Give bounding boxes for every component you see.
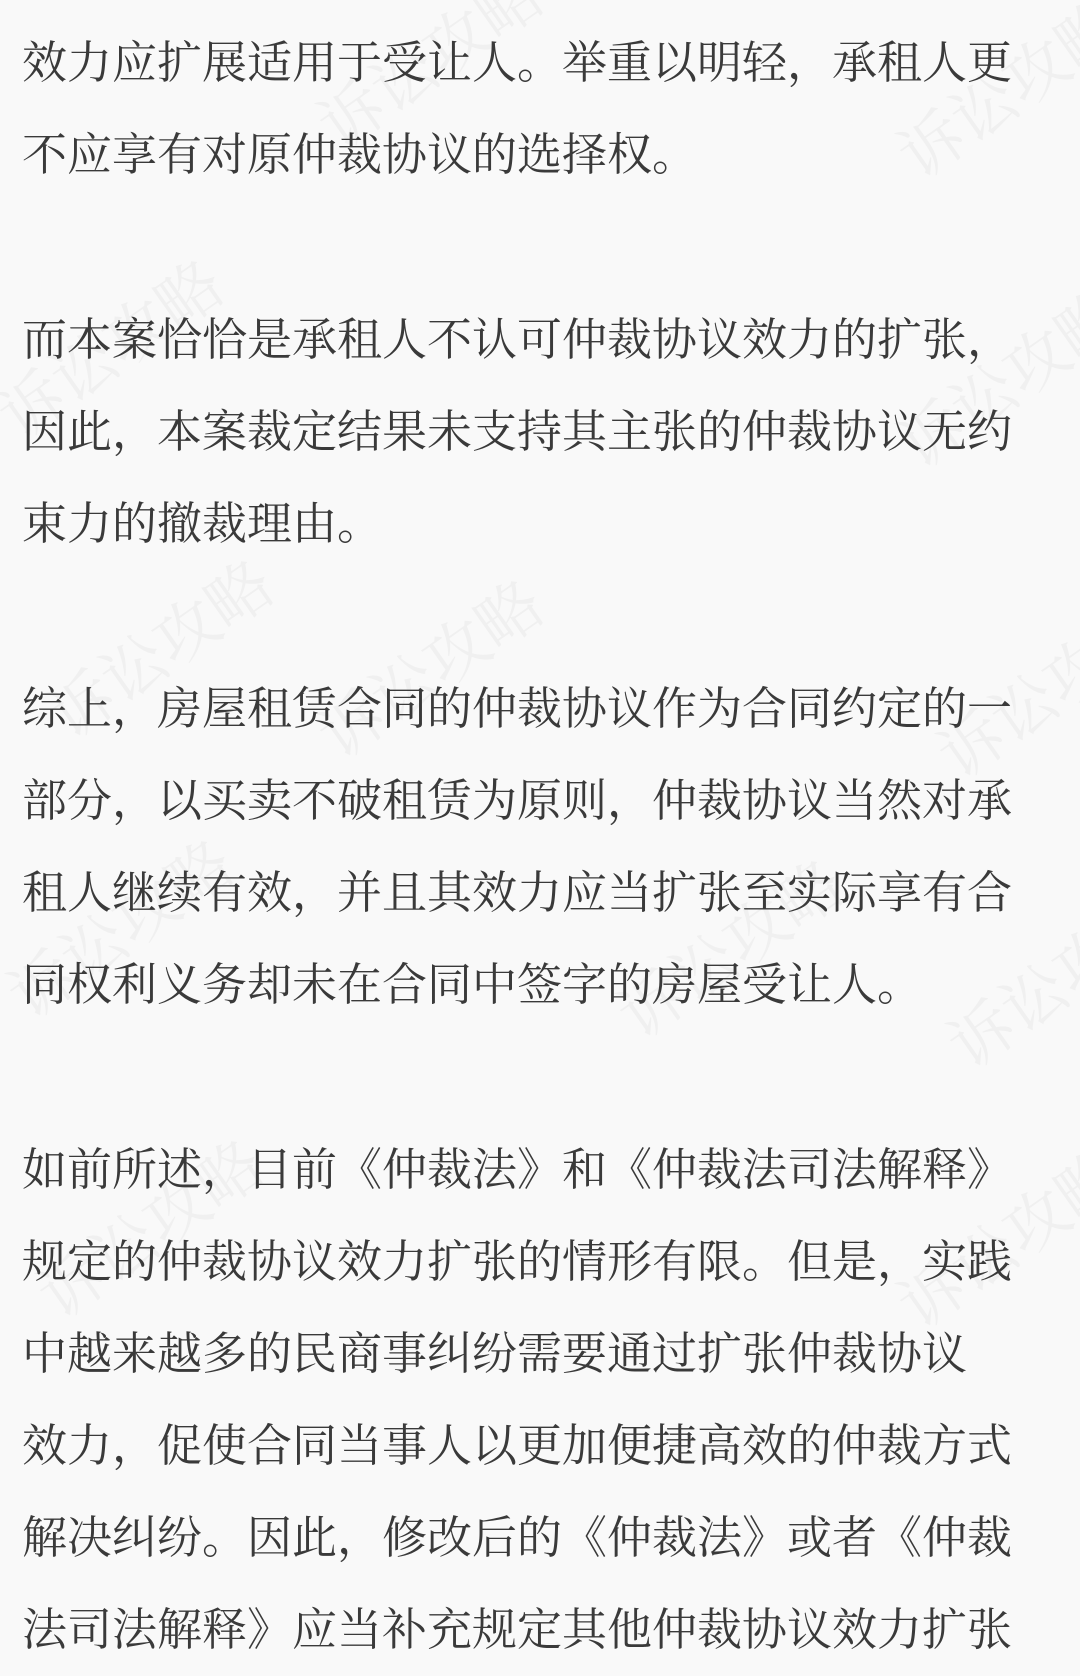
paragraph-spacer [22,570,1062,663]
text-line: 规定的仲裁协议效力扩张的情形有限。但是，实践 [22,1235,1013,1288]
paragraph [22,17,1062,201]
paragraph-spacer [22,201,1062,294]
text-line: 中越来越多的民商事纠纷需要通过扩张仲裁协议 [22,1327,968,1380]
text-line: 不应享有对原仲裁协议的选择权。 [22,128,698,181]
article-body [22,17,1062,1676]
paragraph-spacer [22,1031,1062,1124]
text-line: 因此，本案裁定结果未支持其主张的仲裁协议无约 [22,405,1013,458]
text-line: 法司法解释》应当补充规定其他仲裁协议效力扩张 [22,1603,1013,1656]
text-line: 而本案恰恰是承租人不认可仲裁协议效力的扩张， [22,313,1013,366]
text-line: 束力的撤裁理由。 [22,497,383,550]
text-line: 租人继续有效，并且其效力应当扩张至实际享有合 [22,866,1013,919]
text-line: 同权利义务却未在合同中签字的房屋受让人。 [22,958,923,1011]
text-line: 综上，房屋租赁合同的仲裁协议作为合同约定的一 [22,682,1013,735]
text-line: 效力，促使合同当事人以更加便捷高效的仲裁方式 [22,1419,1013,1472]
paragraph [22,1124,1062,1676]
paragraph [22,663,1062,1031]
text-line: 效力应扩展适用于受让人。举重以明轻，承租人更 [22,36,1013,89]
text-line: 部分，以买卖不破租赁为原则，仲裁协议当然对承 [22,774,1013,827]
paragraph [22,294,1062,570]
text-line: 如前所述，目前《仲裁法》和《仲裁法司法解释》 [22,1143,1013,1196]
text-line: 解决纠纷。因此，修改后的《仲裁法》或者《仲裁 [22,1511,1013,1564]
